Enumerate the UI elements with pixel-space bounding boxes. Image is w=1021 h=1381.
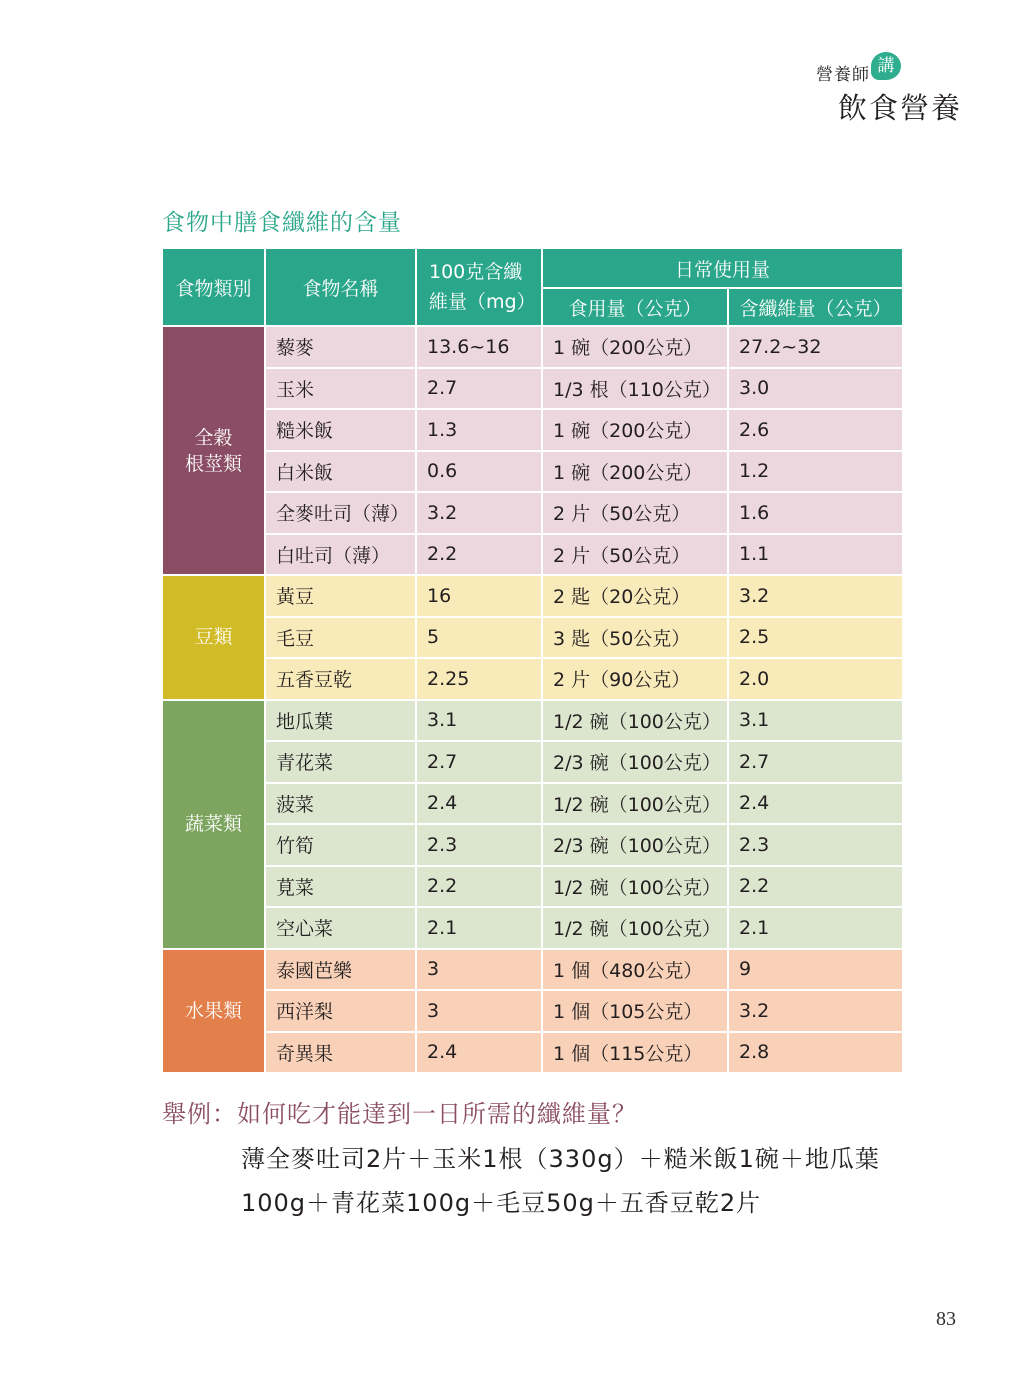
cell-portion: 1 碗（200公克）	[542, 326, 728, 368]
cell-portion: 2 片（50公克）	[542, 534, 728, 576]
cell-portion: 1 個（105公克）	[542, 990, 728, 1032]
fiber-table	[161, 247, 904, 1074]
cell-portion: 1 碗（200公克）	[542, 409, 728, 451]
cell-per100: 2.1	[416, 907, 542, 949]
cell-portion: 1 個（115公克）	[542, 1032, 728, 1074]
example-line-2: 100g＋青花菜100g＋毛豆50g＋五香豆乾2片	[241, 1189, 762, 1217]
cell-name: 泰國芭樂	[265, 949, 416, 991]
category-cell	[162, 949, 265, 1074]
cell-name: 奇異果	[265, 1032, 416, 1074]
table-row	[162, 1032, 903, 1074]
cell-name: 地瓜葉	[265, 700, 416, 742]
cell-name: 西洋梨	[265, 990, 416, 1032]
table-row	[162, 575, 903, 617]
table-row	[162, 949, 903, 991]
cell-name: 竹筍	[265, 824, 416, 866]
cell-name: 藜麥	[265, 326, 416, 368]
cell-per100: 1.3	[416, 409, 542, 451]
cell-portion: 1 個（480公克）	[542, 949, 728, 991]
cell-portion: 1 碗（200公克）	[542, 451, 728, 493]
cell-per100: 3.2	[416, 492, 542, 534]
cell-portion: 1/2 碗（100公克）	[542, 700, 728, 742]
cell-name: 白吐司（薄）	[265, 534, 416, 576]
cell-per100: 3.1	[416, 700, 542, 742]
cell-per100: 2.7	[416, 741, 542, 783]
table-row	[162, 741, 903, 783]
cell-portion: 1/2 碗（100公克）	[542, 907, 728, 949]
table-row	[162, 824, 903, 866]
cell-portion: 2 片（90公克）	[542, 658, 728, 700]
header-food-name: 食物名稱	[265, 248, 416, 326]
cell-fiber: 1.1	[728, 534, 903, 576]
table-row	[162, 409, 903, 451]
book-logo	[800, 48, 980, 128]
cell-fiber: 2.7	[728, 741, 903, 783]
cell-portion: 1/3 根（110公克）	[542, 368, 728, 410]
category-cell	[162, 575, 265, 700]
cell-fiber: 3.1	[728, 700, 903, 742]
cell-name: 糙米飯	[265, 409, 416, 451]
category-label: 全穀	[194, 426, 233, 449]
cell-fiber: 2.5	[728, 617, 903, 659]
cell-portion: 2 匙（20公克）	[542, 575, 728, 617]
cell-fiber: 27.2~32	[728, 326, 903, 368]
cell-name: 黃豆	[265, 575, 416, 617]
cell-fiber: 2.1	[728, 907, 903, 949]
logo-big-text: 飲食營養	[838, 91, 963, 125]
cell-fiber: 1.2	[728, 451, 903, 493]
table-row	[162, 617, 903, 659]
cell-fiber: 2.4	[728, 783, 903, 825]
table-row	[162, 907, 903, 949]
table-title: 食物中膳食纖維的含量	[162, 210, 402, 236]
cell-name: 青花菜	[265, 741, 416, 783]
cell-per100: 2.4	[416, 783, 542, 825]
cell-fiber: 2.2	[728, 866, 903, 908]
cell-per100: 5	[416, 617, 542, 659]
cell-fiber: 2.8	[728, 1032, 903, 1074]
cell-per100: 0.6	[416, 451, 542, 493]
category-label: 蔬菜類	[184, 813, 242, 835]
cell-name: 白米飯	[265, 451, 416, 493]
header-portion-fiber: 含纖維量（公克）	[728, 288, 903, 326]
cell-name: 莧菜	[265, 866, 416, 908]
cell-per100: 3	[416, 949, 542, 991]
cell-name: 五香豆乾	[265, 658, 416, 700]
header-daily-usage: 日常使用量	[542, 248, 903, 288]
category-label-line2: 根莖類	[184, 452, 242, 475]
cell-portion: 2 片（50公克）	[542, 492, 728, 534]
cell-name: 空心菜	[265, 907, 416, 949]
table-row	[162, 492, 903, 534]
example-title: 舉例：如何吃才能達到一日所需的纖維量？	[162, 1100, 637, 1128]
cell-portion: 1/2 碗（100公克）	[542, 866, 728, 908]
cell-portion: 3 匙（50公克）	[542, 617, 728, 659]
cell-fiber: 1.6	[728, 492, 903, 534]
cell-fiber: 3.2	[728, 575, 903, 617]
cell-per100: 2.7	[416, 368, 542, 410]
category-cell	[162, 326, 265, 575]
page-number: 83	[936, 1308, 956, 1330]
cell-per100: 16	[416, 575, 542, 617]
cell-name: 全麥吐司（薄）	[265, 492, 416, 534]
table-row	[162, 451, 903, 493]
cell-name: 菠菜	[265, 783, 416, 825]
category-label: 豆類	[194, 626, 233, 649]
header-portion: 食用量（公克）	[542, 288, 728, 326]
category-label: 水果類	[184, 999, 242, 1022]
table-row	[162, 866, 903, 908]
header-fiber-line1: 100克含纖	[429, 261, 523, 283]
table-row	[162, 783, 903, 825]
cell-per100: 2.2	[416, 534, 542, 576]
table-row	[162, 990, 903, 1032]
cell-fiber: 2.6	[728, 409, 903, 451]
cell-fiber: 2.3	[728, 824, 903, 866]
cell-per100: 2.25	[416, 658, 542, 700]
cell-fiber: 2.0	[728, 658, 903, 700]
category-cell	[162, 700, 265, 949]
cell-per100: 13.6~16	[416, 326, 542, 368]
header-fiber-line2: 維量（mg）	[429, 291, 536, 313]
cell-per100: 2.3	[416, 824, 542, 866]
cell-per100: 3	[416, 990, 542, 1032]
cell-fiber: 3.0	[728, 368, 903, 410]
cell-per100: 2.4	[416, 1032, 542, 1074]
speech-bubble-icon: 講	[871, 52, 901, 80]
cell-portion: 2/3 碗（100公克）	[542, 741, 728, 783]
cell-per100: 2.2	[416, 866, 542, 908]
cell-fiber: 3.2	[728, 990, 903, 1032]
table-row	[162, 368, 903, 410]
table-row	[162, 326, 903, 368]
table-row	[162, 700, 903, 742]
table-row	[162, 534, 903, 576]
cell-portion: 2/3 碗（100公克）	[542, 824, 728, 866]
cell-name: 毛豆	[265, 617, 416, 659]
cell-fiber: 9	[728, 949, 903, 991]
logo-small-text: 營養師	[816, 65, 870, 85]
cell-name: 玉米	[265, 368, 416, 410]
cell-portion: 1/2 碗（100公克）	[542, 783, 728, 825]
header-fiber-per-100g	[416, 248, 542, 326]
table-row	[162, 658, 903, 700]
example-line-1: 薄全麥吐司2片＋玉米1根（330g）＋糙米飯1碗＋地瓜葉	[241, 1145, 880, 1173]
header-category: 食物類別	[162, 248, 265, 326]
